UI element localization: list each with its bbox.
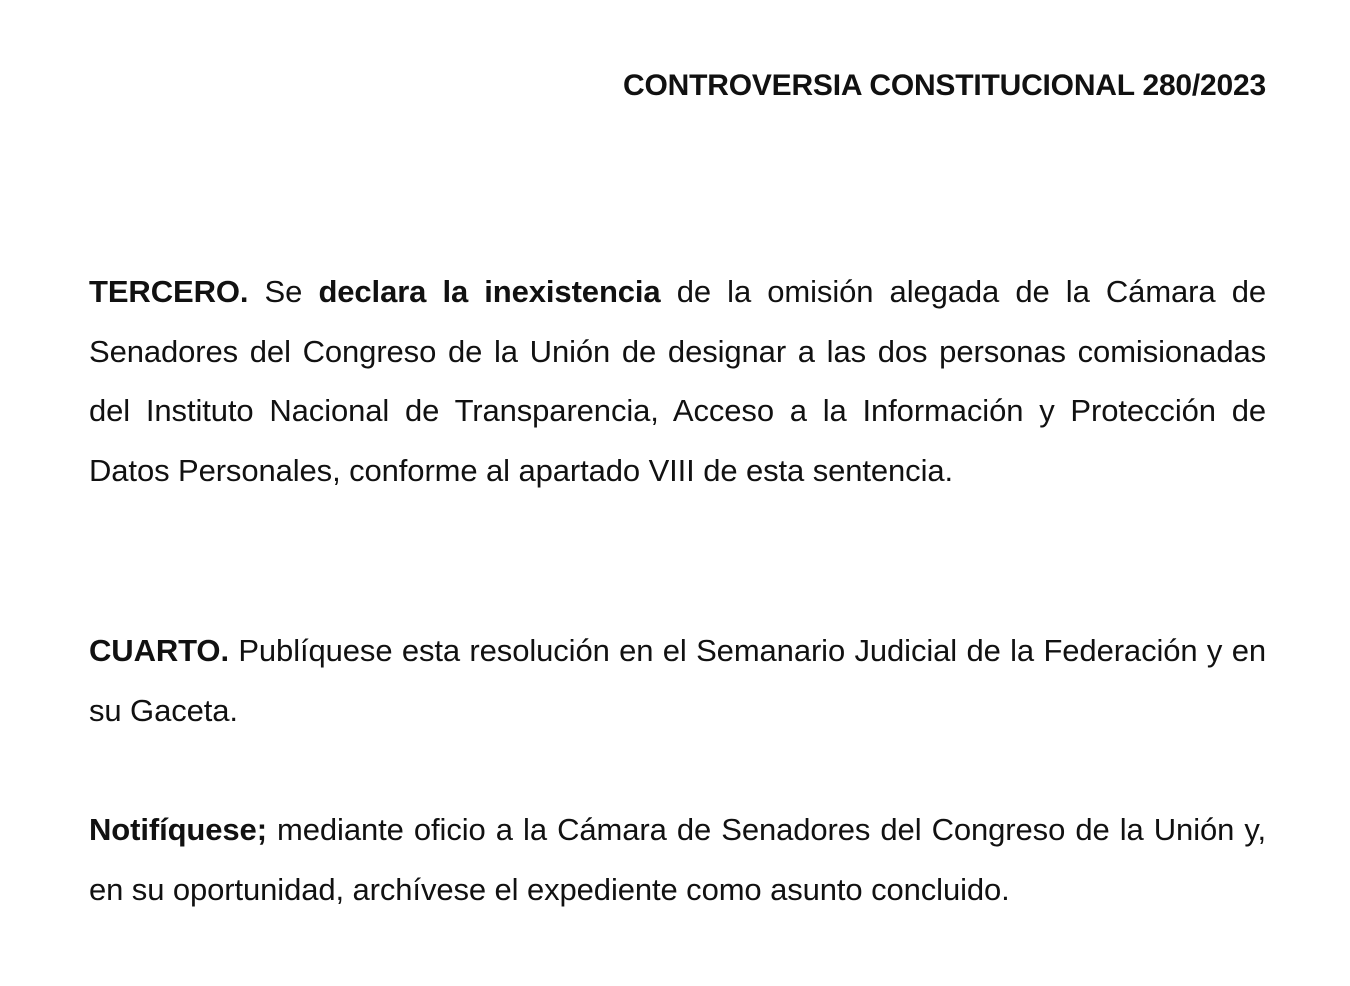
paragraph-lead: TERCERO. — [89, 274, 249, 309]
paragraph-text: mediante oficio a la Cámara de Senadores del Congreso de la Unión y, en su oportunidad, archívese el expediente como asunto concluido. — [89, 812, 1266, 907]
paragraph-cuarto — [89, 621, 1266, 740]
paragraph-text: de la omisión alegada de la Cámara de Senadores del Congreso de la Unión de designar a las dos personas comisionadas del Instituto Nacional de Transparencia, Acceso a la Información y Protección de Datos Personales, conforme al apartado VIII de esta sentencia. — [89, 274, 1266, 488]
paragraph-notifiquese — [89, 800, 1266, 919]
paragraph-text: Se — [248, 274, 319, 309]
paragraph-lead: CUARTO. — [89, 633, 229, 668]
case-number-header: CONTROVERSIA CONSTITUCIONAL 280/2023 — [623, 69, 1266, 102]
paragraph-lead: Notifíquese; — [89, 812, 267, 847]
paragraph-tercero — [89, 262, 1266, 500]
paragraph-text: Publíquese esta resolución en el Semanario Judicial de la Federación y en su Gaceta. — [89, 633, 1266, 728]
emphasis-phrase: declara la inexistencia — [318, 274, 661, 309]
